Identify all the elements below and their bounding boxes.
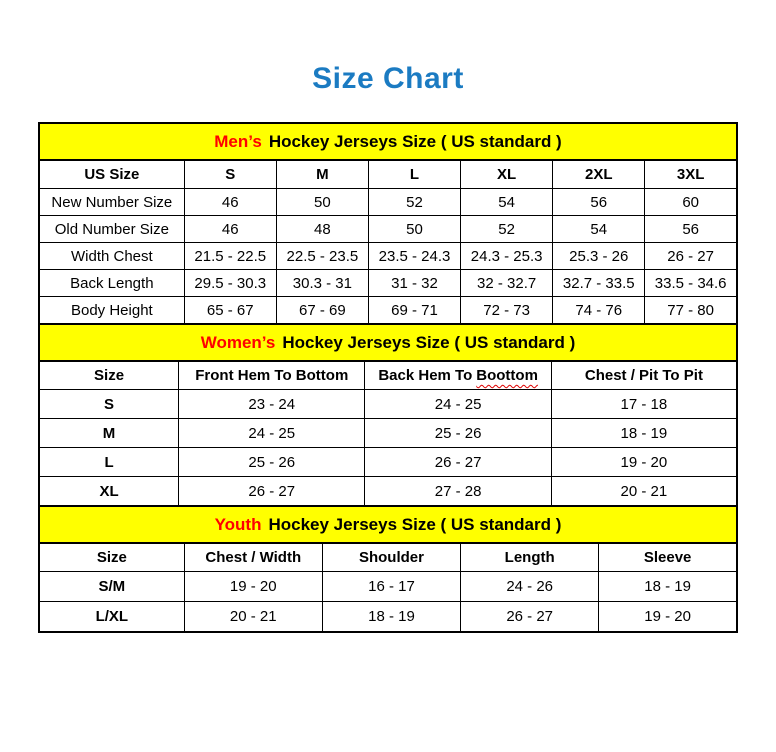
size-value: 18 - 19 xyxy=(599,572,737,602)
size-value: 46 xyxy=(184,216,276,243)
column-header: 2XL xyxy=(553,160,645,189)
row-label: Old Number Size xyxy=(39,216,184,243)
size-value: 24 - 25 xyxy=(179,419,365,448)
size-value: 18 - 19 xyxy=(322,602,460,633)
column-header: L xyxy=(368,160,460,189)
table-row xyxy=(39,270,737,297)
size-value: 50 xyxy=(276,189,368,216)
column-header: Front Hem To Bottom xyxy=(179,361,365,390)
womens-size-table xyxy=(38,323,738,507)
size-value: 27 - 28 xyxy=(365,477,551,507)
column-header: Size xyxy=(39,543,184,572)
size-value: 67 - 69 xyxy=(276,297,368,325)
mens-heading-rest: Hockey Jerseys Size ( US standard ) xyxy=(268,131,562,151)
womens-heading-rest: Hockey Jerseys Size ( US standard ) xyxy=(282,332,576,352)
youth-section-heading xyxy=(39,506,737,543)
column-header: Shoulder xyxy=(322,543,460,572)
womens-header-row xyxy=(39,361,737,390)
table-row xyxy=(39,602,737,633)
table-row xyxy=(39,572,737,602)
youth-header-row xyxy=(39,543,737,572)
table-row xyxy=(39,189,737,216)
mens-heading-accent: Men’s xyxy=(214,131,262,151)
column-header: Size xyxy=(39,361,179,390)
column-header: Chest / Pit To Pit xyxy=(551,361,737,390)
size-value: 30.3 - 31 xyxy=(276,270,368,297)
size-value: 17 - 18 xyxy=(551,390,737,419)
size-value: 23 - 24 xyxy=(179,390,365,419)
mens-section-band xyxy=(39,123,737,160)
size-value: 19 - 20 xyxy=(184,572,322,602)
size-value: 32.7 - 33.5 xyxy=(553,270,645,297)
size-value: 65 - 67 xyxy=(184,297,276,325)
size-value: 69 - 71 xyxy=(368,297,460,325)
size-value: 26 - 27 xyxy=(365,448,551,477)
womens-section-band xyxy=(39,324,737,361)
mens-size-table xyxy=(38,122,738,325)
row-label: Width Chest xyxy=(39,243,184,270)
size-value: 46 xyxy=(184,189,276,216)
youth-size-table xyxy=(38,505,738,633)
mens-header-row xyxy=(39,160,737,189)
back-hem-prefix: Back Hem To xyxy=(378,367,473,384)
womens-heading-accent: Women’s xyxy=(200,332,276,352)
size-value: 18 - 19 xyxy=(551,419,737,448)
youth-heading-accent: Youth xyxy=(214,514,262,534)
table-row xyxy=(39,419,737,448)
table-row xyxy=(39,390,737,419)
column-header: XL xyxy=(461,160,553,189)
size-value: 77 - 80 xyxy=(645,297,737,325)
row-label: S xyxy=(39,390,179,419)
mens-section-heading xyxy=(39,123,737,160)
size-value: 24 - 25 xyxy=(365,390,551,419)
row-label: Body Height xyxy=(39,297,184,325)
size-value: 25 - 26 xyxy=(365,419,551,448)
youth-section-band xyxy=(39,506,737,543)
table-row xyxy=(39,448,737,477)
column-header: Chest / Width xyxy=(184,543,322,572)
row-label: L/XL xyxy=(39,602,184,633)
row-label: XL xyxy=(39,477,179,507)
size-value: 33.5 - 34.6 xyxy=(645,270,737,297)
size-value: 52 xyxy=(368,189,460,216)
table-row xyxy=(39,216,737,243)
size-value: 52 xyxy=(461,216,553,243)
size-value: 31 - 32 xyxy=(368,270,460,297)
size-value: 56 xyxy=(553,189,645,216)
youth-heading-rest: Hockey Jerseys Size ( US standard ) xyxy=(268,514,562,534)
size-value: 48 xyxy=(276,216,368,243)
size-value: 32 - 32.7 xyxy=(461,270,553,297)
table-row xyxy=(39,243,737,270)
size-value: 21.5 - 22.5 xyxy=(184,243,276,270)
column-header: Length xyxy=(461,543,599,572)
size-value: 19 - 20 xyxy=(599,602,737,633)
size-value: 56 xyxy=(645,216,737,243)
size-value: 20 - 21 xyxy=(184,602,322,633)
table-row xyxy=(39,297,737,325)
size-value: 26 - 27 xyxy=(179,477,365,507)
row-label: Back Length xyxy=(39,270,184,297)
size-value: 24.3 - 25.3 xyxy=(461,243,553,270)
row-label: S/M xyxy=(39,572,184,602)
column-header: Sleeve xyxy=(599,543,737,572)
size-value: 25 - 26 xyxy=(179,448,365,477)
womens-section-heading xyxy=(39,324,737,361)
size-value: 23.5 - 24.3 xyxy=(368,243,460,270)
size-value: 54 xyxy=(461,189,553,216)
row-label: M xyxy=(39,419,179,448)
size-value: 60 xyxy=(645,189,737,216)
size-value: 25.3 - 26 xyxy=(553,243,645,270)
size-value: 29.5 - 30.3 xyxy=(184,270,276,297)
column-header: M xyxy=(276,160,368,189)
size-value: 72 - 73 xyxy=(461,297,553,325)
column-header: US Size xyxy=(39,160,184,189)
column-header: S xyxy=(184,160,276,189)
row-label: L xyxy=(39,448,179,477)
spellcheck-squiggle-word: Boottom xyxy=(476,367,538,384)
size-value: 74 - 76 xyxy=(553,297,645,325)
column-header-misspelled xyxy=(365,361,551,390)
size-value: 16 - 17 xyxy=(322,572,460,602)
size-value: 20 - 21 xyxy=(551,477,737,507)
size-value: 26 - 27 xyxy=(645,243,737,270)
size-value: 19 - 20 xyxy=(551,448,737,477)
page-title: Size Chart xyxy=(312,62,464,95)
size-value: 22.5 - 23.5 xyxy=(276,243,368,270)
size-value: 26 - 27 xyxy=(461,602,599,633)
table-row xyxy=(39,477,737,507)
size-value: 50 xyxy=(368,216,460,243)
size-value: 54 xyxy=(553,216,645,243)
size-chart xyxy=(38,122,738,633)
column-header: 3XL xyxy=(645,160,737,189)
row-label: New Number Size xyxy=(39,189,184,216)
size-value: 24 - 26 xyxy=(461,572,599,602)
